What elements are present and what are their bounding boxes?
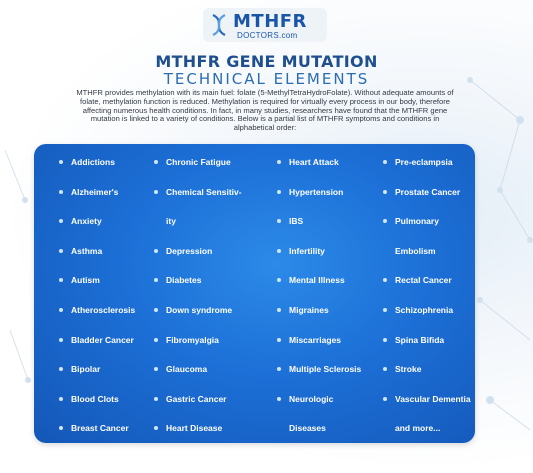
condition-item bbox=[154, 155, 231, 169]
condition-label: Diabetes bbox=[166, 275, 202, 286]
intro-line: mutation is linked to a variety of conditions. Below is a partial list of MTHFR symptoms and conditions in bbox=[90, 114, 440, 124]
condition-label: Neurologic bbox=[289, 393, 334, 404]
condition-label: Schizophrenia bbox=[395, 305, 454, 315]
condition-item bbox=[383, 273, 452, 287]
condition-item bbox=[383, 333, 444, 347]
bullet-icon bbox=[383, 160, 387, 164]
condition-item bbox=[59, 155, 115, 169]
mthfr-doctors-logo[interactable] bbox=[203, 8, 327, 42]
condition-label: Blood Clots bbox=[71, 393, 119, 404]
bullet-icon bbox=[154, 190, 158, 194]
bullet-icon bbox=[154, 278, 158, 282]
bullet-icon bbox=[59, 426, 63, 430]
condition-label: Atherosclerosis bbox=[71, 305, 136, 315]
condition-item bbox=[277, 392, 333, 406]
logo-wordmark: MTHFR bbox=[233, 11, 307, 32]
condition-label: and more... bbox=[395, 423, 441, 434]
condition-item bbox=[383, 362, 421, 376]
condition-item bbox=[277, 244, 325, 258]
condition-label: Breast Cancer bbox=[71, 423, 129, 434]
bullet-icon bbox=[383, 219, 387, 223]
bullet-icon bbox=[277, 160, 281, 164]
bullet-icon bbox=[59, 249, 63, 253]
logo-subtext: DOCTORS.com bbox=[237, 31, 298, 40]
condition-item bbox=[383, 244, 436, 258]
bullet-icon bbox=[59, 367, 63, 371]
condition-label: ity bbox=[166, 216, 176, 227]
bullet-icon bbox=[277, 308, 281, 312]
condition-item bbox=[154, 185, 242, 199]
condition-label: Gastric Cancer bbox=[166, 393, 227, 404]
condition-item bbox=[277, 214, 303, 228]
condition-label: Migraines bbox=[289, 305, 329, 315]
condition-item bbox=[154, 244, 212, 258]
intro-line: folate, methylation function is reduced. Methylation is required for virtually every process in our body, therefore bbox=[79, 96, 451, 106]
condition-label: Fibromyalgia bbox=[166, 334, 219, 345]
bullet-icon bbox=[383, 397, 387, 401]
condition-label: Chemical Sensitiv- bbox=[166, 186, 242, 197]
bullet-icon bbox=[383, 278, 387, 282]
bullet-icon bbox=[154, 160, 158, 164]
bullet-icon bbox=[154, 426, 158, 430]
condition-item bbox=[277, 155, 339, 169]
bullet-icon bbox=[154, 338, 158, 342]
condition-label: Chronic Fatigue bbox=[166, 157, 231, 167]
condition-label: Bladder Cancer bbox=[71, 334, 134, 345]
bullet-icon bbox=[59, 308, 63, 312]
condition-label: Rectal Cancer bbox=[395, 275, 452, 286]
bullet-icon bbox=[383, 308, 387, 312]
page-subtitle: TECHNICAL ELEMENTS bbox=[163, 70, 370, 88]
condition-item bbox=[383, 214, 439, 228]
bullet-icon bbox=[154, 367, 158, 371]
intro-line: alphabetical order: bbox=[233, 123, 297, 133]
condition-item bbox=[383, 392, 471, 406]
bullet-icon bbox=[59, 397, 63, 401]
condition-label: Heart Disease bbox=[166, 423, 223, 434]
condition-item bbox=[59, 244, 102, 258]
condition-item bbox=[277, 421, 326, 435]
condition-label: Asthma bbox=[71, 245, 103, 256]
bullet-icon bbox=[59, 278, 63, 282]
bullet-icon bbox=[277, 367, 281, 371]
condition-label: Bipolar bbox=[71, 364, 101, 375]
intro-paragraph bbox=[50, 89, 480, 133]
bullet-icon bbox=[277, 278, 281, 282]
condition-label: Multiple Sclerosis bbox=[289, 364, 362, 375]
bullet-icon bbox=[154, 397, 158, 401]
dna-helix-icon bbox=[209, 13, 229, 37]
condition-item bbox=[277, 273, 345, 287]
condition-item bbox=[277, 362, 361, 376]
condition-label: Vascular Dementia bbox=[395, 393, 471, 404]
condition-label: Pulmonary bbox=[395, 216, 439, 227]
condition-label: Alzheimer's bbox=[71, 186, 119, 197]
bullet-icon bbox=[277, 338, 281, 342]
condition-item bbox=[59, 392, 119, 406]
condition-label: Miscarriages bbox=[289, 334, 341, 345]
condition-label: Spina Bifida bbox=[395, 334, 445, 345]
condition-label: Pre-eclampsia bbox=[395, 157, 453, 167]
condition-label: Anxiety bbox=[71, 216, 102, 227]
condition-label: Heart Attack bbox=[289, 157, 339, 167]
condition-label: Mental Illness bbox=[289, 275, 345, 286]
condition-item bbox=[277, 303, 329, 317]
condition-item bbox=[59, 214, 102, 228]
bullet-icon bbox=[154, 249, 158, 253]
condition-item bbox=[154, 333, 219, 347]
condition-item bbox=[59, 273, 100, 287]
condition-label: Stroke bbox=[395, 364, 422, 375]
condition-item bbox=[154, 303, 232, 317]
condition-label: Embolism bbox=[395, 245, 436, 256]
condition-item bbox=[59, 362, 100, 376]
condition-label: Autism bbox=[71, 275, 100, 286]
condition-label: Depression bbox=[166, 245, 213, 256]
condition-item bbox=[383, 155, 453, 169]
bullet-icon bbox=[59, 338, 63, 342]
intro-line: affecting numerous health conditions. In fact, in many studies, researchers have found that the MTHFR gene bbox=[82, 105, 448, 115]
condition-item bbox=[59, 421, 129, 435]
condition-label: Addictions bbox=[71, 157, 115, 167]
condition-item bbox=[277, 333, 341, 347]
condition-item bbox=[154, 214, 176, 228]
condition-item bbox=[277, 185, 343, 199]
condition-item bbox=[154, 273, 201, 287]
condition-label: IBS bbox=[289, 216, 304, 227]
bullet-icon bbox=[383, 190, 387, 194]
condition-item bbox=[383, 421, 440, 435]
condition-item bbox=[59, 303, 135, 317]
condition-label: Infertility bbox=[289, 245, 325, 256]
condition-item bbox=[383, 185, 460, 199]
bullet-icon bbox=[59, 219, 63, 223]
condition-label: Glaucoma bbox=[166, 364, 208, 375]
bullet-icon bbox=[277, 219, 281, 223]
page-title: MTHFR GENE MUTATION bbox=[155, 52, 378, 71]
condition-item bbox=[59, 333, 134, 347]
condition-label: Prostate Cancer bbox=[395, 186, 461, 197]
bullet-icon bbox=[59, 190, 63, 194]
intro-line: MTHFR provides methylation with its main fuel: folate (5-MethylTetraHydroFolate). Without adequate amounts of bbox=[76, 88, 454, 97]
bullet-icon bbox=[383, 338, 387, 342]
condition-item bbox=[59, 185, 118, 199]
condition-item bbox=[154, 392, 226, 406]
condition-item bbox=[383, 303, 453, 317]
bullet-icon bbox=[277, 190, 281, 194]
bullet-icon bbox=[383, 367, 387, 371]
condition-item bbox=[154, 421, 222, 435]
bullet-icon bbox=[277, 249, 281, 253]
condition-label: Down syndrome bbox=[166, 305, 233, 315]
bullet-icon bbox=[277, 397, 281, 401]
condition-label: Hypertension bbox=[289, 186, 344, 197]
bullet-icon bbox=[154, 308, 158, 312]
condition-label: Diseases bbox=[289, 423, 326, 434]
condition-item bbox=[154, 362, 207, 376]
bullet-icon bbox=[59, 160, 63, 164]
